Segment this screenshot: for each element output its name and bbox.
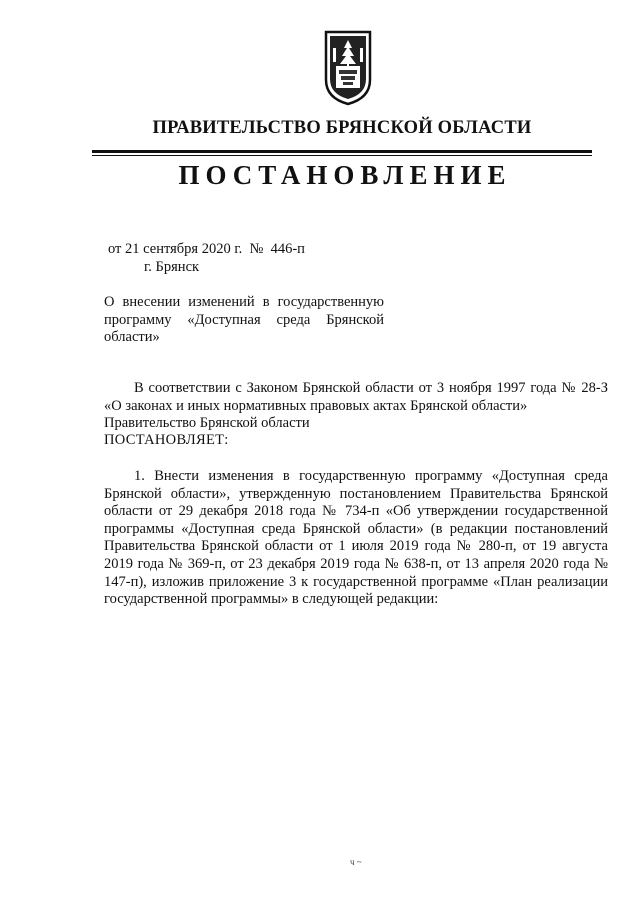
city-name: г. Брянск [144, 259, 200, 275]
document-subject: О внесении изменений в государственную программу «Доступная среда Брянской области» [104, 294, 384, 345]
header-divider-thick [92, 150, 592, 153]
document-type-title: ПОСТАНОВЛЕНИЕ [178, 160, 512, 190]
page-mark: ч ~ [350, 857, 362, 867]
issuing-authority: Правительство Брянской области [104, 415, 310, 431]
item-1-paragraph: 1. Внести изменения в государственную программу «Доступная среда Брянской области», утвержденную постановлением Правительства Брянской области от 29 декабря 2018 года № 734-п «Об утверждении государственной программы «Доступная среда Брянской области» (в редакции постановлений Правительства Брянской области от 1 июля 2019 года № 280-п, от 19 августа 2019 года № 369-п, от 23 декабря 2019 года № 638-п, от 13 апреля 2020 года № 147-п), изложив приложение 3 к государственной программе «План реализации государственной программы» в следующей редакции: [104, 468, 608, 608]
preamble-paragraph: В соответствии с Законом Брянской области от 3 ноября 1997 года № 28-З «О законах и иных нормативных правовых актах Брянской области» [104, 380, 608, 414]
organization-title: ПРАВИТЕЛЬСТВО БРЯНСКОЙ ОБЛАСТИ [152, 118, 532, 138]
header-divider-thin [92, 155, 592, 156]
date-and-number: от 21 сентября 2020 г. № 446-п [108, 241, 305, 257]
coat-of-arms-icon [322, 28, 374, 106]
resolves-heading: ПОСТАНОВЛЯЕТ: [104, 432, 229, 448]
